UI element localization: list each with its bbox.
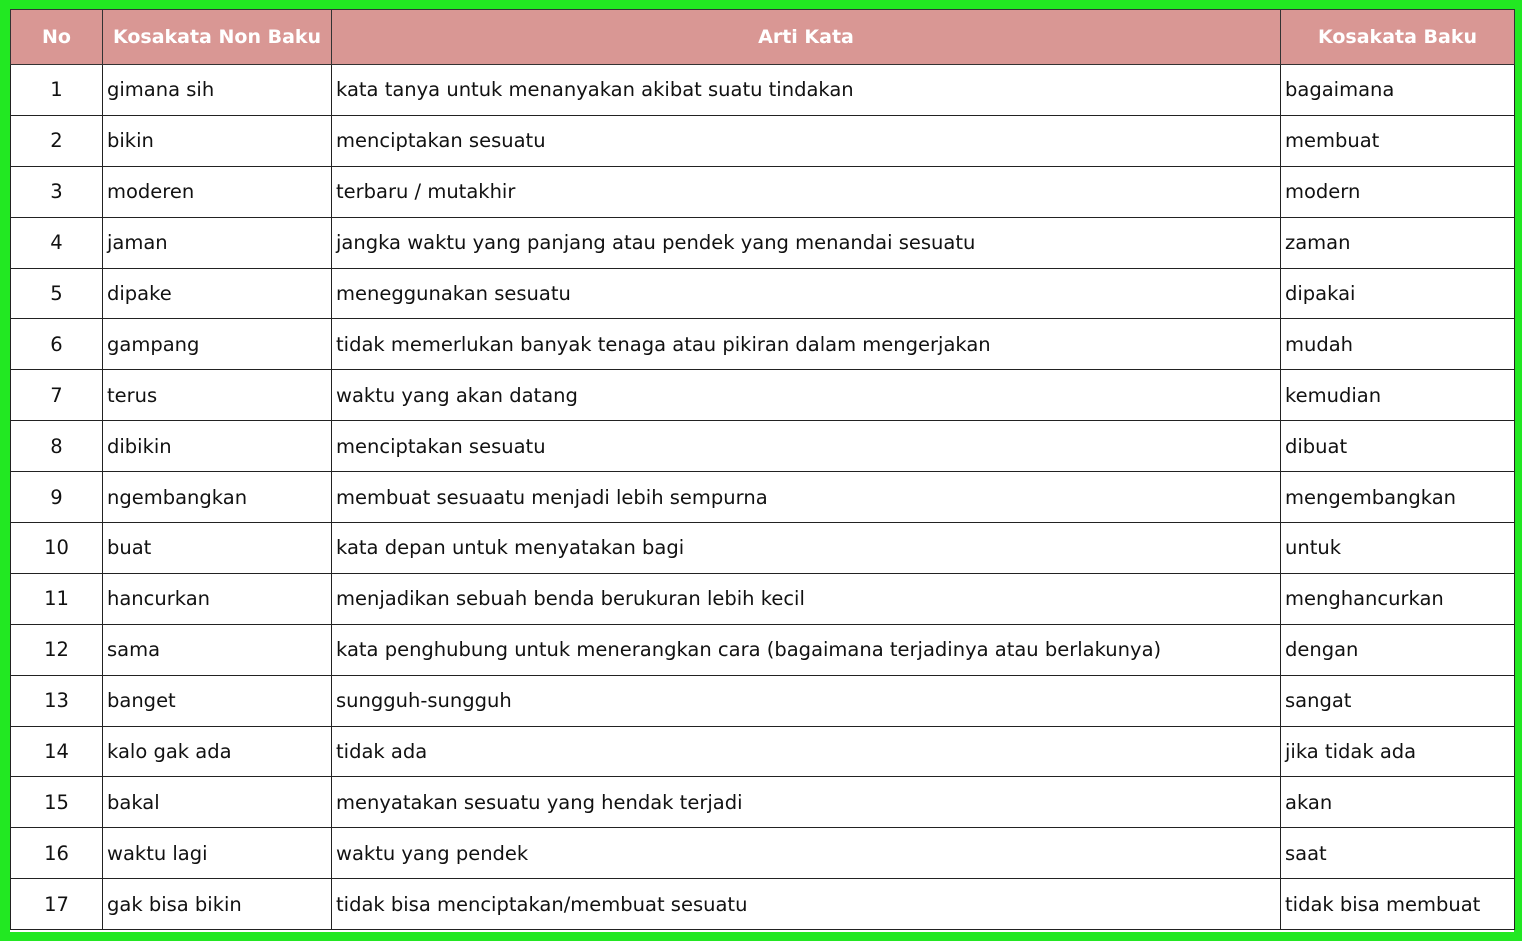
header-baku: Kosakata Baku [1281, 10, 1515, 65]
table-row [11, 65, 1515, 116]
cell-baku: modern [1281, 166, 1515, 217]
cell-arti-kata: menyatakan sesuatu yang hendak terjadi [332, 777, 1281, 828]
cell-no: 11 [11, 573, 103, 624]
cell-arti-kata: kata penghubung untuk menerangkan cara (bagaimana terjadinya atau berlakunya) [332, 624, 1281, 675]
cell-arti-kata: membuat sesuaatu menjadi lebih sempurna [332, 472, 1281, 523]
cell-non-baku: bakal [103, 777, 332, 828]
table-row [11, 777, 1515, 828]
cell-non-baku: banget [103, 675, 332, 726]
cell-no: 17 [11, 879, 103, 930]
cell-no: 9 [11, 472, 103, 523]
cell-no: 1 [11, 65, 103, 116]
cell-no: 7 [11, 370, 103, 421]
cell-baku: menghancurkan [1281, 573, 1515, 624]
cell-no: 5 [11, 268, 103, 319]
cell-baku: zaman [1281, 217, 1515, 268]
cell-arti-kata: sungguh-sungguh [332, 675, 1281, 726]
cell-no: 16 [11, 828, 103, 879]
cell-arti-kata: terbaru / mutakhir [332, 166, 1281, 217]
cell-baku: membuat [1281, 115, 1515, 166]
cell-baku: dipakai [1281, 268, 1515, 319]
table-row [11, 675, 1515, 726]
cell-arti-kata: menjadikan sebuah benda berukuran lebih kecil [332, 573, 1281, 624]
cell-arti-kata: jangka waktu yang panjang atau pendek yang menandai sesuatu [332, 217, 1281, 268]
cell-no: 4 [11, 217, 103, 268]
cell-non-baku: hancurkan [103, 573, 332, 624]
table-row [11, 115, 1515, 166]
cell-non-baku: dipake [103, 268, 332, 319]
header-non-baku: Kosakata Non Baku [103, 10, 332, 65]
cell-arti-kata: waktu yang akan datang [332, 370, 1281, 421]
cell-non-baku: bikin [103, 115, 332, 166]
cell-baku: sangat [1281, 675, 1515, 726]
cell-baku: mengembangkan [1281, 472, 1515, 523]
cell-non-baku: moderen [103, 166, 332, 217]
cell-arti-kata: kata depan untuk menyatakan bagi [332, 523, 1281, 574]
header-row [11, 10, 1515, 65]
cell-non-baku: sama [103, 624, 332, 675]
table-row [11, 726, 1515, 777]
vocabulary-table [10, 9, 1515, 930]
table-row [11, 319, 1515, 370]
table-row [11, 421, 1515, 472]
table-row [11, 472, 1515, 523]
cell-no: 6 [11, 319, 103, 370]
cell-baku: dengan [1281, 624, 1515, 675]
cell-no: 14 [11, 726, 103, 777]
cell-arti-kata: meneggunakan sesuatu [332, 268, 1281, 319]
cell-no: 8 [11, 421, 103, 472]
cell-no: 12 [11, 624, 103, 675]
header-arti-kata: Arti Kata [332, 10, 1281, 65]
cell-non-baku: ngembangkan [103, 472, 332, 523]
cell-no: 2 [11, 115, 103, 166]
table-body [11, 65, 1515, 930]
cell-baku: tidak bisa membuat [1281, 879, 1515, 930]
cell-non-baku: jaman [103, 217, 332, 268]
cell-baku: mudah [1281, 319, 1515, 370]
cell-arti-kata: kata tanya untuk menanyakan akibat suatu tindakan [332, 65, 1281, 116]
cell-baku: bagaimana [1281, 65, 1515, 116]
cell-arti-kata: tidak ada [332, 726, 1281, 777]
cell-non-baku: waktu lagi [103, 828, 332, 879]
cell-arti-kata: tidak memerlukan banyak tenaga atau pikiran dalam mengerjakan [332, 319, 1281, 370]
table-row [11, 828, 1515, 879]
cell-no: 10 [11, 523, 103, 574]
cell-non-baku: gimana sih [103, 65, 332, 116]
cell-no: 3 [11, 166, 103, 217]
vocabulary-table-container [10, 9, 1514, 932]
cell-baku: untuk [1281, 523, 1515, 574]
table-row [11, 879, 1515, 930]
table-row [11, 523, 1515, 574]
cell-arti-kata: menciptakan sesuatu [332, 115, 1281, 166]
table-row [11, 217, 1515, 268]
header-no: No [11, 10, 103, 65]
cell-arti-kata: menciptakan sesuatu [332, 421, 1281, 472]
table-row [11, 370, 1515, 421]
cell-baku: dibuat [1281, 421, 1515, 472]
cell-no: 13 [11, 675, 103, 726]
table-row [11, 624, 1515, 675]
cell-non-baku: gak bisa bikin [103, 879, 332, 930]
cell-non-baku: buat [103, 523, 332, 574]
cell-arti-kata: waktu yang pendek [332, 828, 1281, 879]
cell-non-baku: gampang [103, 319, 332, 370]
cell-arti-kata: tidak bisa menciptakan/membuat sesuatu [332, 879, 1281, 930]
cell-baku: kemudian [1281, 370, 1515, 421]
cell-no: 15 [11, 777, 103, 828]
cell-non-baku: dibikin [103, 421, 332, 472]
table-row [11, 268, 1515, 319]
table-row [11, 573, 1515, 624]
cell-baku: saat [1281, 828, 1515, 879]
cell-non-baku: kalo gak ada [103, 726, 332, 777]
cell-non-baku: terus [103, 370, 332, 421]
cell-baku: akan [1281, 777, 1515, 828]
cell-baku: jika tidak ada [1281, 726, 1515, 777]
table-row [11, 166, 1515, 217]
